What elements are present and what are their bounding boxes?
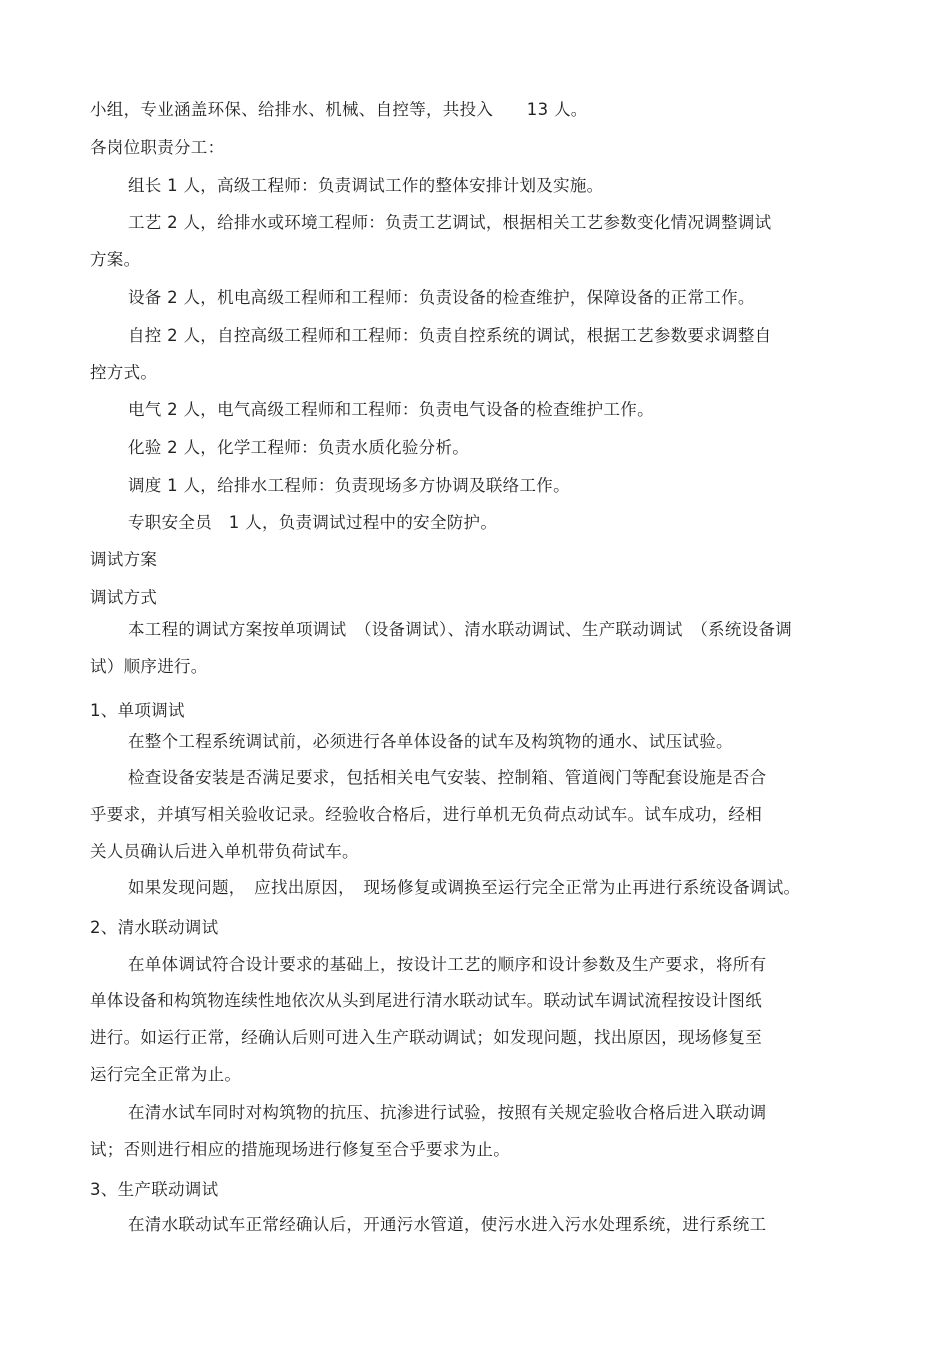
section-heading: 2、清水联动调试 <box>90 918 219 937</box>
section-heading: 1、单项调试 <box>90 701 185 720</box>
text-line: 控方式。 <box>90 363 158 382</box>
text-line: 工艺 2 人，给排水或环境工程师：负责工艺调试，根据相关工艺参数变化情况调整调试 <box>128 213 772 232</box>
text-line: 在清水联动试车正常经确认后，开通污水管道，使污水进入污水处理系统，进行系统工 <box>128 1215 767 1234</box>
section-heading: 3、生产联动调试 <box>90 1180 219 1199</box>
text-line: 在清水试车同时对构筑物的抗压、抗渗进行试验，按照有关规定验收合格后进入联动调 <box>128 1103 767 1122</box>
text-line: 试；否则进行相应的措施现场进行修复至合乎要求为止。 <box>90 1140 510 1159</box>
text-line: 在单体调试符合设计要求的基础上，按设计工艺的顺序和设计参数及生产要求，将所有 <box>128 955 767 974</box>
text-line: 进行。如运行正常，经确认后则可进入生产联动调试；如发现问题，找出原因，现场修复至 <box>90 1028 762 1047</box>
text-line: 乎要求，并填写相关验收记录。经验收合格后，进行单机无负荷点动试车。试车成功，经相 <box>90 805 762 824</box>
text-line: 如果发现问题， 应找出原因， 现场修复或调换至运行完全正常为止再进行系统设备调试。 <box>128 878 801 897</box>
text-line: 检查设备安装是否满足要求，包括相关电气安装、控制箱、管道阀门等配套设施是否合 <box>128 768 767 787</box>
text-line: 调度 1 人，给排水工程师：负责现场多方协调及联络工作。 <box>128 476 570 495</box>
text-line: 关人员确认后进入单机带负荷试车。 <box>90 842 359 861</box>
text-line: 组长 1 人，高级工程师：负责调试工作的整体安排计划及实施。 <box>128 176 604 195</box>
text-line: 各岗位职责分工： <box>90 138 225 157</box>
text-line: 电气 2 人，电气高级工程师和工程师：负责电气设备的检查维护工作。 <box>128 400 654 419</box>
section-heading: 调试方案 <box>90 550 158 569</box>
text-line: 本工程的调试方案按单项调试 （设备调试）、清水联动调试、生产联动调试 （系统设备调 <box>128 620 793 639</box>
section-heading: 调试方式 <box>90 588 158 607</box>
text-line: 方案。 <box>90 250 141 269</box>
text-line: 运行完全正常为止。 <box>90 1065 242 1084</box>
text-line: 小组，专业涵盖环保、给排水、机械、自控等，共投入 13 人。 <box>90 100 588 119</box>
text-line: 自控 2 人，自控高级工程师和工程师：负责自控系统的调试，根据工艺参数要求调整自 <box>128 326 772 345</box>
text-line: 试）顺序进行。 <box>90 657 208 676</box>
text-line: 在整个工程系统调试前，必须进行各单体设备的试车及构筑物的通水、试压试验。 <box>128 732 733 751</box>
text-line: 单体设备和构筑物连续性地依次从头到尾进行清水联动试车。联动试车调试流程按设计图纸 <box>90 991 762 1010</box>
text-line: 专职安全员 1 人，负责调试过程中的安全防护。 <box>128 513 498 532</box>
text-line: 化验 2 人，化学工程师：负责水质化验分析。 <box>128 438 470 457</box>
text-line: 设备 2 人，机电高级工程师和工程师：负责设备的检查维护，保障设备的正常工作。 <box>128 288 755 307</box>
